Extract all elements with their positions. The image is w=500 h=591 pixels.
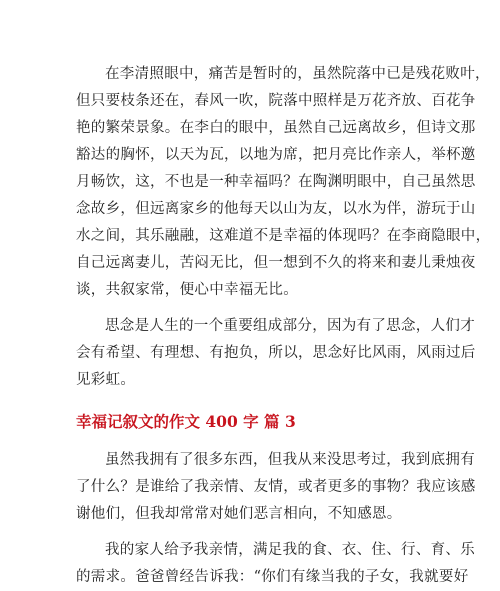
section-heading: 幸福记叙文的作文 400 字 篇 3	[76, 412, 296, 431]
text-line: 水之间，其乐融融，这难道不是幸福的体现吗？在李商隐眼中，	[76, 228, 491, 244]
paragraph-family	[76, 537, 475, 591]
text-line: 的需求。爸爸曾经告诉我：“你们有缘当我的子女，我就要好	[76, 569, 469, 585]
paragraph-poets	[76, 61, 491, 304]
text-line: 谈，共叙家常，便心中幸福无比。	[76, 282, 298, 298]
text-line: 月畅饮，这，不也是一种幸福吗？在陶渊明眼中，自己虽然思	[76, 174, 476, 190]
text-line: 会有希望、有理想、有抱负，所以，思念好比风雨，风雨过后	[76, 345, 476, 361]
text-line: 了什么？是谁给了我亲情、友情，或者更多的事物？我应该感	[76, 479, 476, 495]
article-body	[76, 61, 491, 591]
paragraph-longing	[76, 313, 476, 394]
text-line: 豁达的胸怀，以天为瓦，以地为席，把月亮比作亲人，举杯邀	[76, 147, 476, 163]
paragraph-gratitude	[76, 447, 476, 528]
text-line: 虽然我拥有了很多东西，但我从来没思考过，我到底拥有	[105, 452, 475, 468]
text-line: 自己远离妻儿，苦闷无比，但一想到不久的将来和妻儿秉烛夜	[76, 255, 476, 271]
text-line: 见彩虹。	[76, 372, 136, 388]
text-line: 谢他们，但我却常常对她们恶言相向，不知感恩。	[76, 506, 402, 522]
text-line: 在李清照眼中，痛苦是暂时的，虽然院落中已是残花败叶，	[105, 66, 490, 82]
text-line: 我的家人给予我亲情，满足我的食、衣、住、行、育、乐	[105, 542, 475, 558]
text-line: 思念是人生的一个重要组成部分，因为有了思念，人们才	[105, 318, 475, 334]
text-line: 艳的繁荣景象。在李白的眼中，虽然自己远离故乡，但诗文那	[76, 120, 476, 136]
text-line: 但只要枝条还在，春风一吹，院落中照样是万花齐放、百花争	[76, 93, 476, 109]
text-line: 念故乡，但远离家乡的他每天以山为友，以水为伴，游玩于山	[76, 201, 476, 217]
